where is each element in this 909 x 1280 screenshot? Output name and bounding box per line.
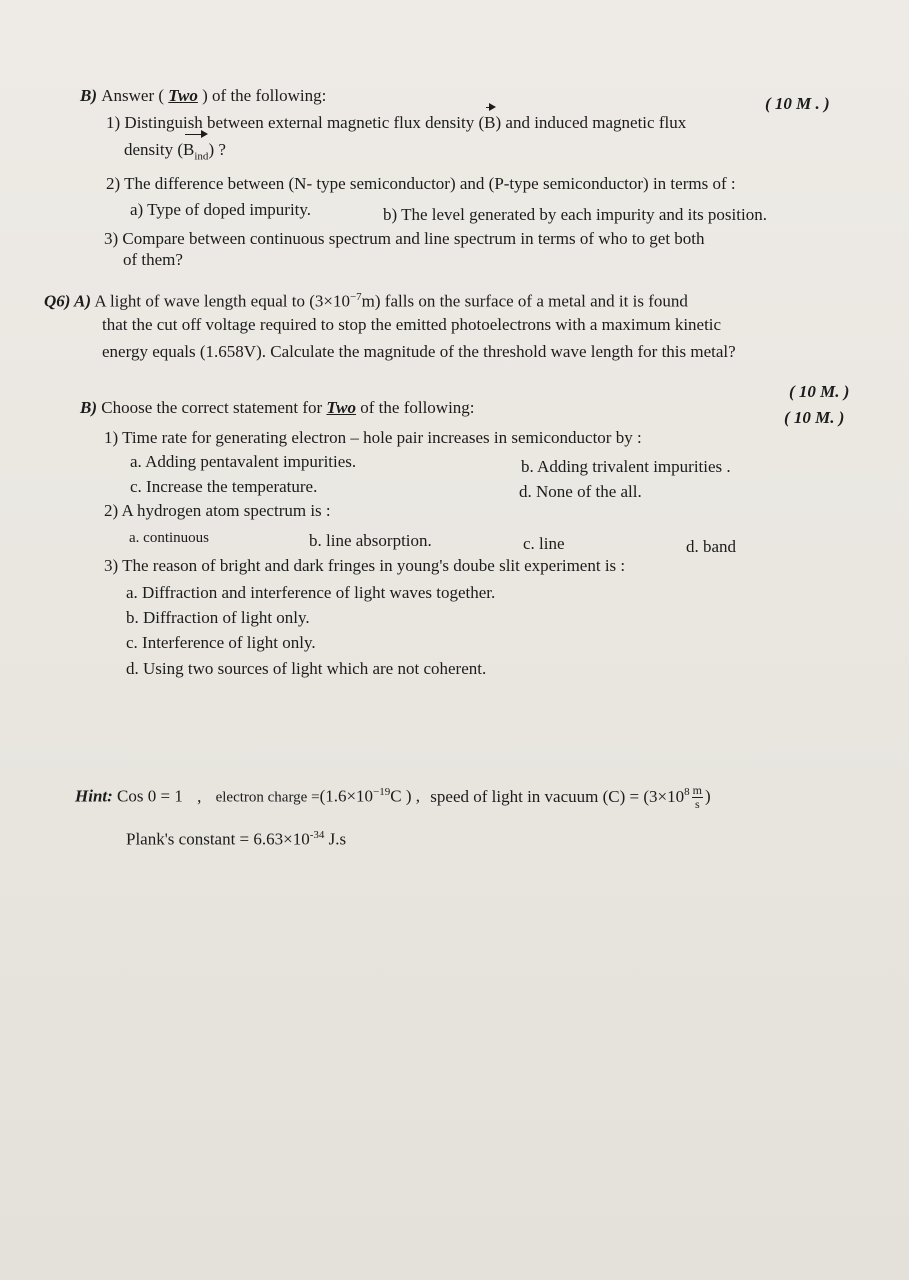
q6b-q2-option-a: a. continuous <box>129 530 209 546</box>
hint-planck-line <box>126 825 346 850</box>
q6b-q1-option-c: c. Increase the temperature. <box>130 477 318 496</box>
q6b-q1-option-d: d. None of the all. <box>519 482 642 501</box>
hint-charge-pre: (1.6×10 <box>319 786 374 806</box>
b1-line2 <box>124 140 226 166</box>
vector-b: B <box>484 113 496 132</box>
q6a-exponent: −7 <box>349 291 362 303</box>
hint-cos: Cos 0 = 1 <box>117 786 183 806</box>
hint-light-pre: speed of light in vacuum (C) = (3×10 <box>430 786 685 806</box>
hint-line <box>75 782 711 811</box>
q6b-q2-option-b: b. line absorption. <box>309 531 432 550</box>
q6b-q1-option-a: a. Adding pentavalent impurities. <box>130 452 357 471</box>
q6a-line3: energy equals (1.658V). Calculate the magnitude of the threshold wave length for this metal? <box>102 342 736 361</box>
b1-line2-pre: density ( <box>124 140 184 159</box>
b1-line2-post: ) ? <box>208 140 226 159</box>
hint-planck-label: Plank's constant = <box>126 829 250 849</box>
q6b-heading-post: of the following: <box>360 398 475 417</box>
q6a-line1 <box>44 287 688 312</box>
q6b-q3-stem: 3) The reason of bright and dark fringes in young's doube slit experiment is : <box>104 556 626 575</box>
unit-denominator: s <box>694 797 700 812</box>
q6a-line1-pre: A light of wave length equal to (3×10 <box>94 291 350 311</box>
q6a-marks: ( 10 M. ) <box>789 382 850 401</box>
b1-line1 <box>106 113 686 133</box>
b1-line1-post: ) and induced magnetic flux <box>495 113 687 132</box>
vector-b-ind <box>183 140 208 166</box>
q6b-q2-option-d: d. band <box>686 537 737 556</box>
q6b-q2-stem: 2) A hydrogen atom spectrum is : <box>104 501 331 520</box>
b2-sub-a: a) Type of doped impurity. <box>130 200 312 219</box>
hint-light-post: ) <box>704 786 711 806</box>
unit-fraction <box>692 784 703 811</box>
section-b-heading-pre: Answer ( <box>101 86 165 105</box>
q6b-q3-option-b: b. Diffraction of light only. <box>126 608 310 627</box>
b2-sub-b: b) The level generated by each impurity and its position. <box>383 205 767 224</box>
b-ind-subscript: ind <box>194 150 209 163</box>
b3-line2: of them? <box>123 250 183 269</box>
hint-planck-exponent: -34 <box>309 829 325 841</box>
hint-label: Hint: <box>75 786 113 806</box>
q6b-q3-option-d: d. Using two sources of light which are not coherent. <box>126 659 487 678</box>
q6a-line1-post: m) falls on the surface of a metal and it is found <box>361 291 688 311</box>
q6b-marks: ( 10 M. ) <box>784 408 845 427</box>
q6a-line2: that the cut off voltage required to stop the emitted photoelectrons with a maximum kinetic <box>102 315 722 334</box>
q6b-heading <box>80 398 475 418</box>
b3-line1: 3) Compare between continuous spectrum and line spectrum in terms of who to get both <box>104 229 705 248</box>
q6b-label: B) <box>80 398 97 417</box>
q6b-q1-stem: 1) Time rate for generating electron – hole pair increases in semiconductor by : <box>104 428 642 447</box>
hint-light-exponent: 8 <box>684 786 690 798</box>
unit-numerator: m <box>692 783 702 798</box>
section-b-keyword: Two <box>168 86 198 105</box>
hint-planck-pre: 6.63×10 <box>253 829 310 849</box>
q6b-q1-option-b: b. Adding trivalent impurities . <box>521 457 731 476</box>
section-b-heading-post: ) of the following: <box>202 86 327 105</box>
b-ind-symbol: B <box>183 140 195 159</box>
b1-line1-pre: 1) Distinguish between external magnetic flux density ( <box>106 113 485 132</box>
q6b-heading-pre: Choose the correct statement for <box>101 398 323 417</box>
section-b-label: B) <box>80 86 97 105</box>
hint-charge-label: electron charge = <box>215 789 320 806</box>
section-b-heading <box>80 86 326 106</box>
q6b-q3-option-a: a. Diffraction and interference of light waves together. <box>126 583 496 602</box>
q6b-q3-option-c: c. Interference of light only. <box>126 633 316 652</box>
q6b-keyword: Two <box>326 398 357 417</box>
hint-charge-exponent: −19 <box>373 786 391 798</box>
hint-charge-post: C ) , <box>390 786 421 806</box>
b2-stem: 2) The difference between (N- type semiconductor) and (P-type semiconductor) in terms of : <box>106 174 736 193</box>
q6a-label: Q6) A) <box>44 291 92 311</box>
hint-separator: , <box>197 786 202 806</box>
section-b-marks: ( 10 M . ) <box>765 94 830 113</box>
hint-planck-unit: J.s <box>328 829 347 849</box>
q6b-q2-option-c: c. line <box>523 534 565 553</box>
